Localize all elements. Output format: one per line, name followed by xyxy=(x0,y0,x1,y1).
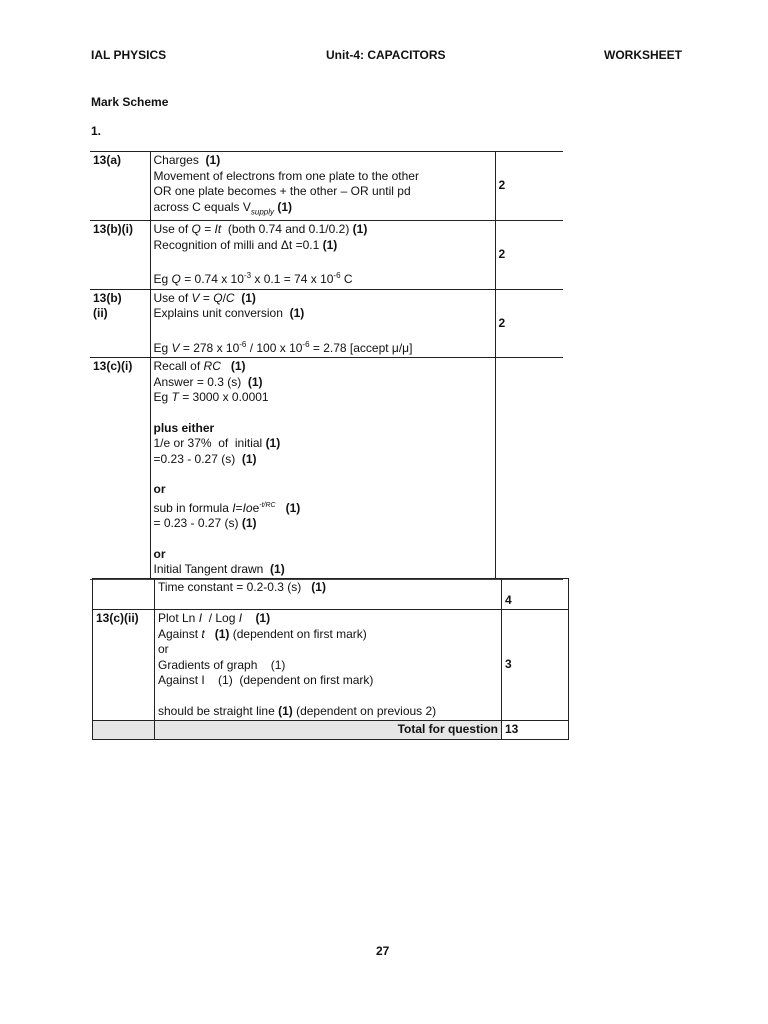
header-unit: Unit-4: CAPACITORS xyxy=(326,48,446,62)
row-content: Plot Ln I / Log I (1) Against t (1) (dependent on first mark) or Gradients of graph (1) Against I (1) (dependent on first mark) should be straight line (1) (dependent on previous 2) xyxy=(155,610,502,721)
row-mark: 2 xyxy=(495,289,563,358)
row-label: 13(b)(i) xyxy=(90,221,150,290)
row-mark: 2 xyxy=(495,221,563,290)
header-worksheet: WORKSHEET xyxy=(604,48,682,62)
row-label: 13(b) (ii) xyxy=(90,289,150,358)
row-content: Use of V = Q/C (1) Explains unit conversion (1) Eg V = 278 x $10^{-6} / 100$ x $10^{-6} = 2.78$ [accept μ/μ] xyxy=(150,289,495,358)
table-row xyxy=(90,221,563,290)
total-empty-cell xyxy=(93,721,155,740)
mark-scheme-table-1 xyxy=(90,151,563,580)
table-row xyxy=(90,358,563,580)
section-title: Mark Scheme xyxy=(91,95,169,109)
mark-scheme-table-2 xyxy=(92,578,569,740)
row-label: 13(c)(i) xyxy=(90,358,150,580)
total-value: 13 xyxy=(502,721,569,740)
table-row xyxy=(93,579,569,610)
row-mark: 2 xyxy=(495,152,563,221)
question-number: 1. xyxy=(91,124,102,138)
row-mark: 3 xyxy=(502,610,569,721)
table-row xyxy=(90,152,563,221)
row-label xyxy=(93,579,155,610)
table-row xyxy=(93,610,569,721)
header-subject: IAL PHYSICS xyxy=(91,48,167,62)
row-content: Charges (1) Movement of electrons from one plate to the other OR one plate becomes + the other – OR until pd across C equals $V_{supply}$ (1) xyxy=(150,152,495,221)
row-label: 13(a) xyxy=(90,152,150,221)
total-label: Total for question xyxy=(155,721,502,740)
row-mark xyxy=(495,358,563,580)
page-number: 27 xyxy=(376,944,390,958)
row-mark: 4 xyxy=(502,579,569,610)
table-row xyxy=(93,721,569,740)
row-content: Time constant = 0.2-0.3 (s) (1) xyxy=(155,579,502,610)
row-content: Use of Q = It (both 0.74 and 0.1/0.2) (1) Recognition of milli and Δt =0.1 (1) Eg Q = 0.74 x $10^{-3}$ x 0.1 = 74 x $10^{-6}$ C xyxy=(150,221,495,290)
row-label: 13(c)(ii) xyxy=(93,610,155,721)
row-content: Recall of RC (1) Answer = 0.3 (s) (1) Eg T = 3000 x 0.0001 plus either 1/e or 37% of initial (1) =0.23 - 0.27 (s) (1) or sub in formula I=Ioe$^{-t/RC}$ (1) = 0.23 - 0.27 (s) (1) or Initial Tangent drawn (1) xyxy=(150,358,495,580)
table-row xyxy=(90,289,563,358)
